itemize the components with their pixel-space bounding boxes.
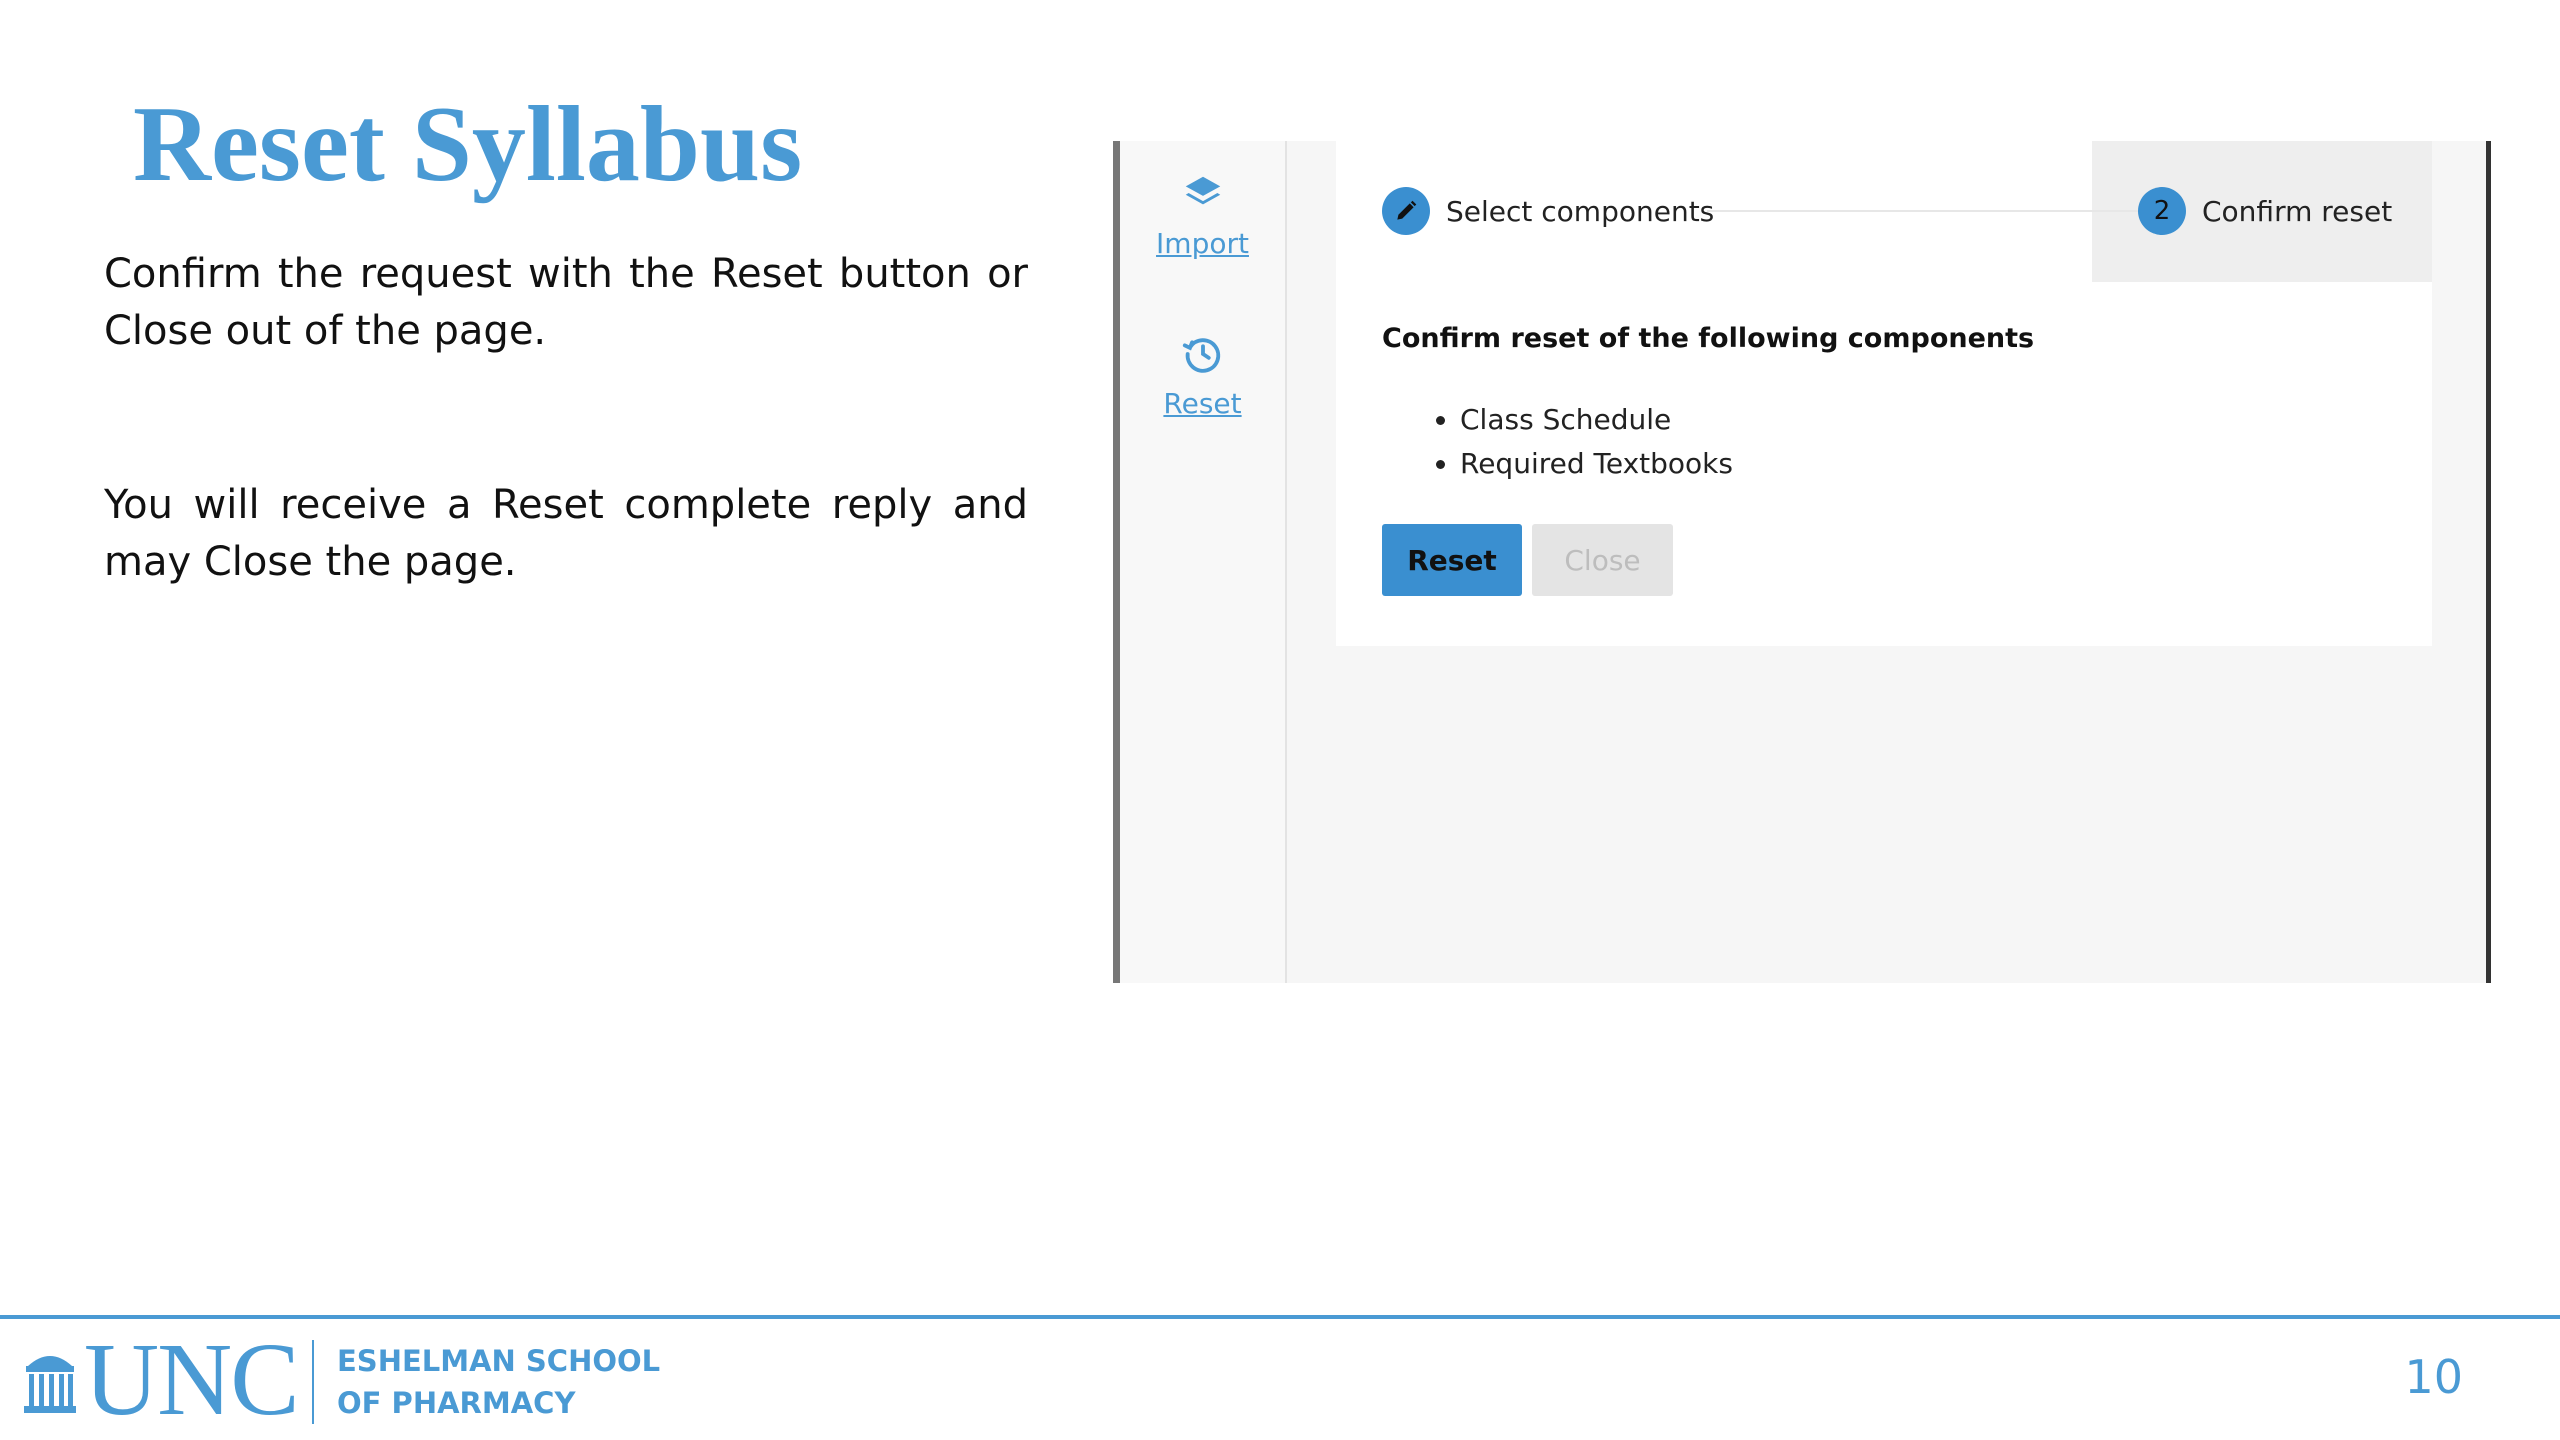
page-number: 10 [2404,1350,2463,1404]
unc-wordmark: UNC [84,1322,298,1437]
nav-item-import[interactable] [1120,171,1285,260]
confirm-heading: Confirm reset of the following components [1382,323,2035,354]
side-nav [1120,141,1287,983]
instruction-paragraph-1: Confirm the request with the Reset button or Close out of the page. [104,251,1028,354]
step-2-label: Confirm reset [2202,194,2393,228]
step-2-circle: 2 [2138,187,2186,235]
footer-rule [0,1315,2560,1319]
list-item: • Required Textbooks [1460,442,1733,486]
unc-logo [22,1322,298,1437]
step-confirm-reset[interactable] [2138,185,2392,237]
pencil-icon [1393,198,1419,224]
instruction-paragraph-2: You will receive a Reset complete reply and may Close the page. [104,482,1028,585]
stepper-connector [1707,210,2155,212]
layers-icon [1180,171,1226,217]
reset-button[interactable]: Reset [1382,524,1522,596]
step-1-circle [1382,187,1430,235]
list-item: • Class Schedule [1460,398,1733,442]
embedded-screenshot [1113,141,2491,983]
component-list [1382,398,1733,486]
nav-label-import[interactable]: Import [1156,227,1249,260]
slide-title: Reset Syllabus [133,85,803,204]
nav-item-reset[interactable] [1120,331,1285,420]
school-name-line-2: OF PHARMACY [337,1386,576,1420]
step-select-components[interactable] [1382,185,1714,237]
school-name [337,1340,660,1424]
history-icon [1180,331,1226,377]
nav-label-reset[interactable]: Reset [1163,387,1242,420]
old-well-icon [22,1344,78,1416]
school-name-line-1: ESHELMAN SCHOOL [337,1344,661,1378]
close-button[interactable]: Close [1532,524,1673,596]
logo-divider [312,1340,314,1424]
step-1-label: Select components [1446,194,1715,228]
reset-panel [1336,141,2432,646]
